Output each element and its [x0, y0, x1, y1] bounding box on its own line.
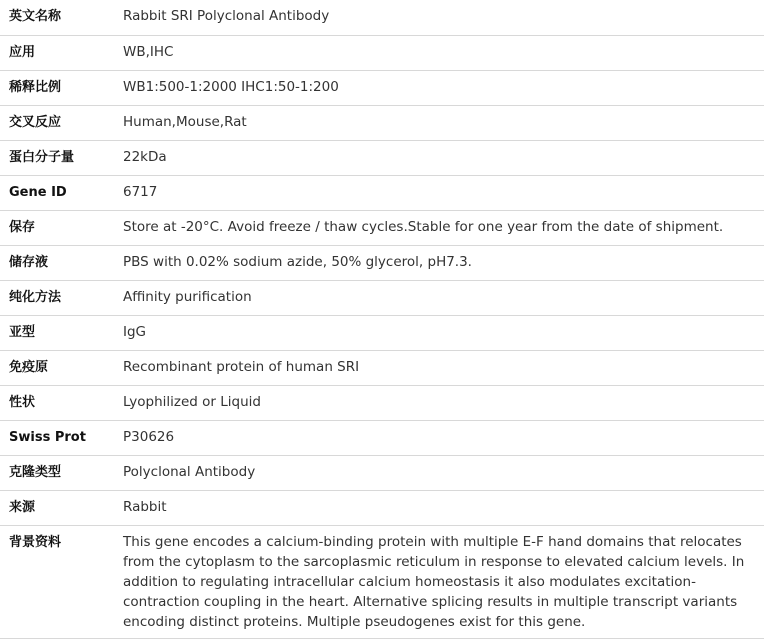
spec-value: WB1:500-1:2000 IHC1:50-1:200: [114, 70, 764, 105]
spec-value: Recombinant protein of human SRI: [114, 350, 764, 385]
spec-row-english-name: [0, 0, 764, 35]
spec-label: 背景资料: [0, 525, 114, 638]
spec-row-host: [0, 490, 764, 525]
spec-row-purification: [0, 280, 764, 315]
spec-label: 纯化方法: [0, 280, 114, 315]
spec-value: Polyclonal Antibody: [114, 455, 764, 490]
spec-row-form: [0, 385, 764, 420]
spec-value: 6717: [114, 175, 764, 210]
spec-label: 保存: [0, 210, 114, 245]
spec-label: 英文名称: [0, 0, 114, 35]
spec-value: WB,IHC: [114, 35, 764, 70]
spec-label: 免疫原: [0, 350, 114, 385]
spec-value: Rabbit SRI Polyclonal Antibody: [114, 0, 764, 35]
spec-row-storage: [0, 210, 764, 245]
spec-label: 交叉反应: [0, 105, 114, 140]
spec-row-molecular-weight: [0, 140, 764, 175]
spec-value: Lyophilized or Liquid: [114, 385, 764, 420]
spec-value: P30626: [114, 420, 764, 455]
spec-value: Affinity purification: [114, 280, 764, 315]
spec-row-isotype: [0, 315, 764, 350]
spec-value: Rabbit: [114, 490, 764, 525]
spec-value-background: This gene encodes a calcium-binding protein with multiple E-F hand domains that relocates from the cytoplasm to the sarcoplasmic reticulum in response to elevated calcium levels. In addition to regulating intracellular calcium homeostasis it also modulates excitation-contraction coupling in the heart. Alternative splicing results in multiple transcript variants encoding distinct proteins. Multiple pseudogenes exist for this gene.: [114, 525, 764, 638]
spec-row-cross-reactivity: [0, 105, 764, 140]
spec-row-application: [0, 35, 764, 70]
spec-label: 来源: [0, 490, 114, 525]
spec-label: Swiss Prot: [0, 420, 114, 455]
spec-value: Store at -20°C. Avoid freeze / thaw cycles.Stable for one year from the date of shipment.: [114, 210, 764, 245]
spec-value: IgG: [114, 315, 764, 350]
spec-value: 22kDa: [114, 140, 764, 175]
spec-row-gene-id: [0, 175, 764, 210]
spec-row-clonality: [0, 455, 764, 490]
spec-value: PBS with 0.02% sodium azide, 50% glycerol, pH7.3.: [114, 245, 764, 280]
spec-row-storage-buffer: [0, 245, 764, 280]
spec-label: 储存液: [0, 245, 114, 280]
spec-row-swiss-prot: [0, 420, 764, 455]
spec-value: Human,Mouse,Rat: [114, 105, 764, 140]
spec-label: 蛋白分子量: [0, 140, 114, 175]
spec-label: Gene ID: [0, 175, 114, 210]
spec-label: 应用: [0, 35, 114, 70]
spec-label: 亚型: [0, 315, 114, 350]
spec-row-immunogen: [0, 350, 764, 385]
spec-label: 稀释比例: [0, 70, 114, 105]
spec-row-dilution: [0, 70, 764, 105]
spec-label: 克隆类型: [0, 455, 114, 490]
spec-label: 性状: [0, 385, 114, 420]
spec-row-background: [0, 525, 764, 638]
